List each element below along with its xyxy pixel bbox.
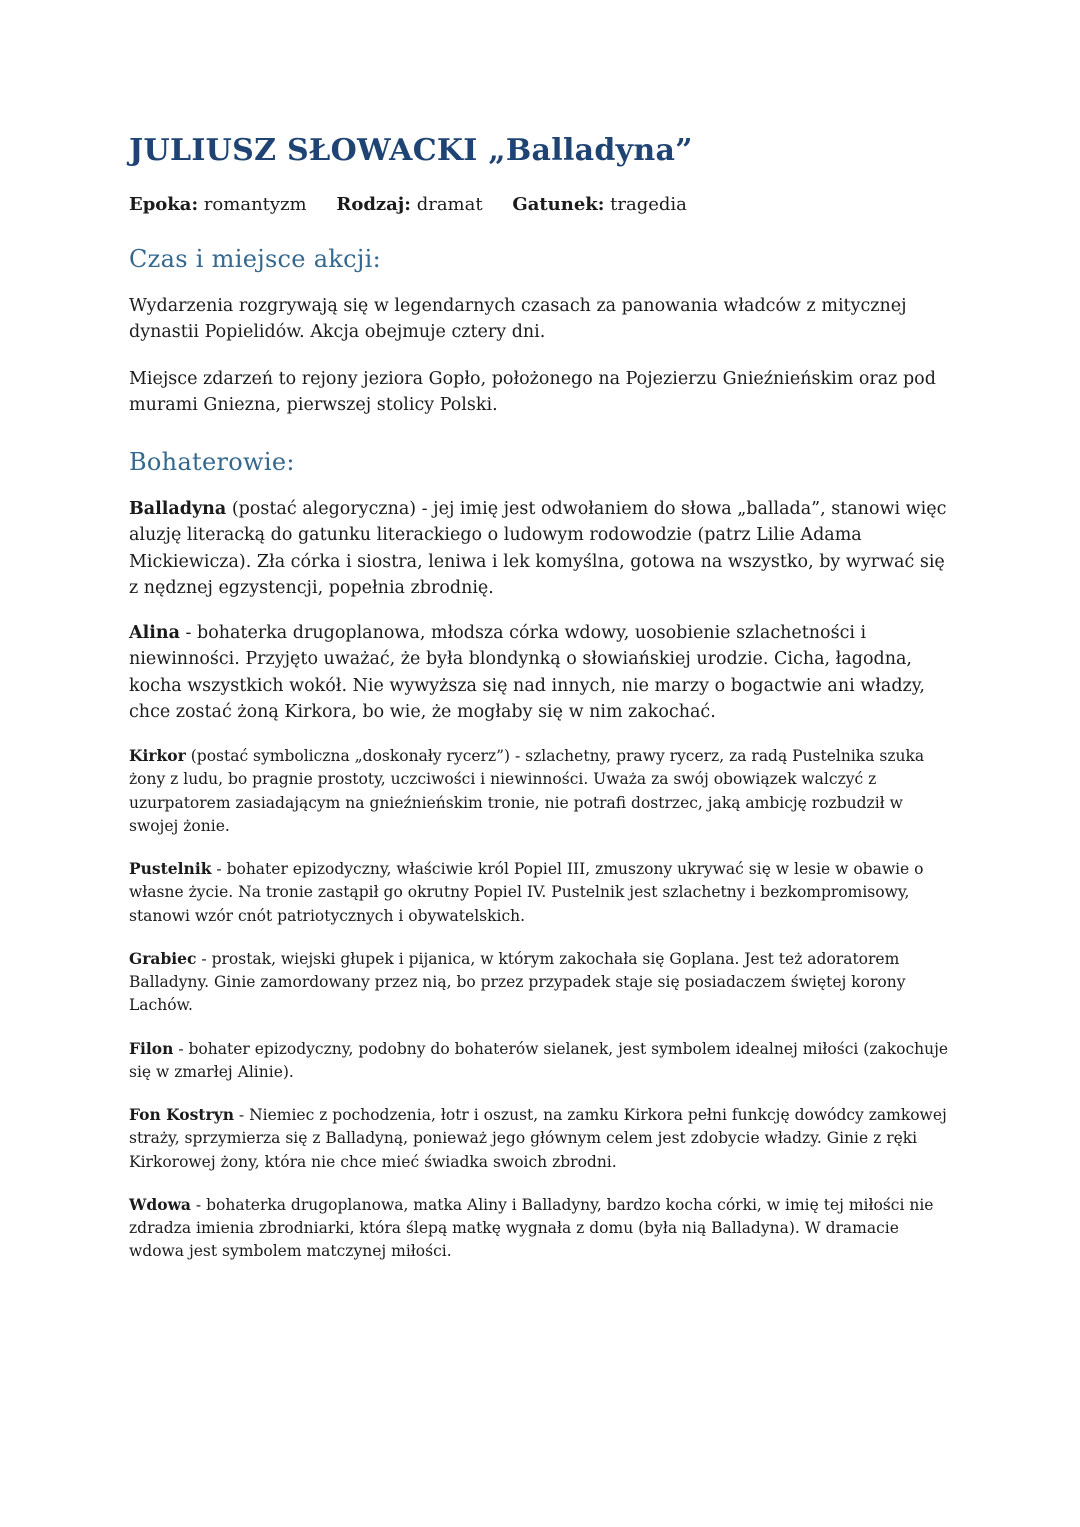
meta-rodzaj-label: Rodzaj: <box>336 194 411 215</box>
meta-epoka-value: romantyzm <box>203 194 307 215</box>
character-name: Wdowa <box>129 1194 191 1214</box>
character-description: - bohater epizodyczny, podobny do bohaterów sielanek, jest symbolem idealnej miłości (zakochuje się w zmarłej Alinie). <box>129 1039 949 1081</box>
character-entry-fon-kostryn <box>129 1103 950 1174</box>
character-description: - bohater epizodyczny, właściwie król Popiel III, zmuszony ukrywać się w lesie w obawie o własne życie. Na tronie zastąpił go okrutny Popiel IV. Pustelnik jest szlachetny i bezkompromisowy, stanowi wzór cnót patriotycznych i obywatelskich. <box>129 860 924 925</box>
character-description: - prostak, wiejski głupek i pijanica, w którym zakochała się Goplana. Jest też adoratorem Balladyny. Ginie zamordowany przez nią, bo przez przypadek staje się posiadaczem świętej korony Lachów. <box>129 949 906 1015</box>
character-description: - bohaterka drugoplanowa, młodsza córka wdowy, uosobienie szlachetności i niewinności. Przyjęto uważać, że była blondynką o słowiańskiej urodzie. Cicha, łagodna, kocha wszystkich wokół. Nie wywyższa się nad innych, nie marzy o bogactwie ani władzy, chce zostać żoną Kirkora, bo wie, że mogłaby się w nim zakochać. <box>129 623 925 722</box>
character-entry-pustelnik <box>129 857 950 928</box>
meta-gatunek <box>512 194 687 215</box>
section-heading-czas-i-miejsce: Czas i miejsce akcji: <box>129 245 382 273</box>
character-entry-wdowa <box>129 1193 950 1264</box>
paragraph-miejsce-akcji: Miejsce zdarzeń to rejony jeziora Gopło, położonego na Pojezierzu Gnieźnieńskim oraz pod murami Gniezna, pierwszej stolicy Polski. <box>129 368 936 415</box>
section-heading-bohaterowie: Bohaterowie: <box>129 448 295 476</box>
character-name: Kirkor <box>129 746 186 765</box>
meta-epoka-label: Epoka: <box>129 194 199 215</box>
character-name: Fon Kostryn <box>129 1105 234 1124</box>
character-entry-alina <box>129 620 950 725</box>
meta-line <box>129 194 950 215</box>
character-name: Filon <box>129 1038 174 1058</box>
character-name: Pustelnik <box>129 859 212 878</box>
meta-gatunek-value: tragedia <box>610 194 687 215</box>
meta-gatunek-label: Gatunek: <box>512 194 605 215</box>
character-entry-filon <box>129 1037 950 1085</box>
character-description: - Niemiec z pochodzenia, łotr i oszust, na zamku Kirkora pełni funkcję dowódcy zamkowej straży, sprzymierza się z Balladyną, ponieważ jego głównym celem jest zdobycie władzy. Ginie z ręki Kirkorowej żony, która nie chce mieć świadka swoich zbrodni. <box>129 1106 947 1171</box>
character-name: Grabiec <box>129 948 197 968</box>
character-name: Balladyna <box>129 499 227 519</box>
meta-rodzaj-value: dramat <box>416 194 483 215</box>
document-title: JULIUSZ SŁOWACKI „Balladyna” <box>129 133 693 168</box>
meta-epoka <box>129 194 307 215</box>
character-name: Alina <box>129 623 180 643</box>
character-entry-balladyna <box>129 496 950 601</box>
character-entry-kirkor <box>129 744 950 838</box>
meta-rodzaj <box>336 194 482 215</box>
paragraph-czas-akcji: Wydarzenia rozgrywają się w legendarnych czasach za panowania władców z mitycznej dynastii Popielidów. Akcja obejmuje cztery dni. <box>129 296 907 343</box>
character-description: - bohaterka drugoplanowa, matka Aliny i Balladyny, bardzo kocha córki, w imię tej miłości nie zdradza imienia zbrodniarki, która ślepą matkę wygnała z domu (była nią Balladyna). W dramacie wdowa jest symbolem matczynej miłości. <box>129 1195 934 1261</box>
character-description: (postać alegoryczna) - jej imię jest odwołaniem do słowa „ballada”, stanowi więc aluzję literacką do gatunku literackiego o ludowym rodowodzie (patrz Lilie Adama Mickiewicza). Zła córka i siostra, leniwa i lek komyślna, gotowa na wszystko, by wyrwać się z nędznej egzystencji, popełnia zbrodnię. <box>129 499 947 598</box>
character-entry-grabiec <box>129 947 950 1018</box>
character-description: (postać symboliczna „doskonały rycerz”) - szlachetny, prawy rycerz, za radą Pustelnika szuka żony z ludu, bo pragnie prostoty, uczciwości i niewinności. Uważa za swój obowiązek walczyć z uzurpatorem zasiadającym na gnieźnieńskim tronie, nie potrafi dostrzec, jaką ambicję rozbudził w swojej żonie. <box>129 747 925 835</box>
